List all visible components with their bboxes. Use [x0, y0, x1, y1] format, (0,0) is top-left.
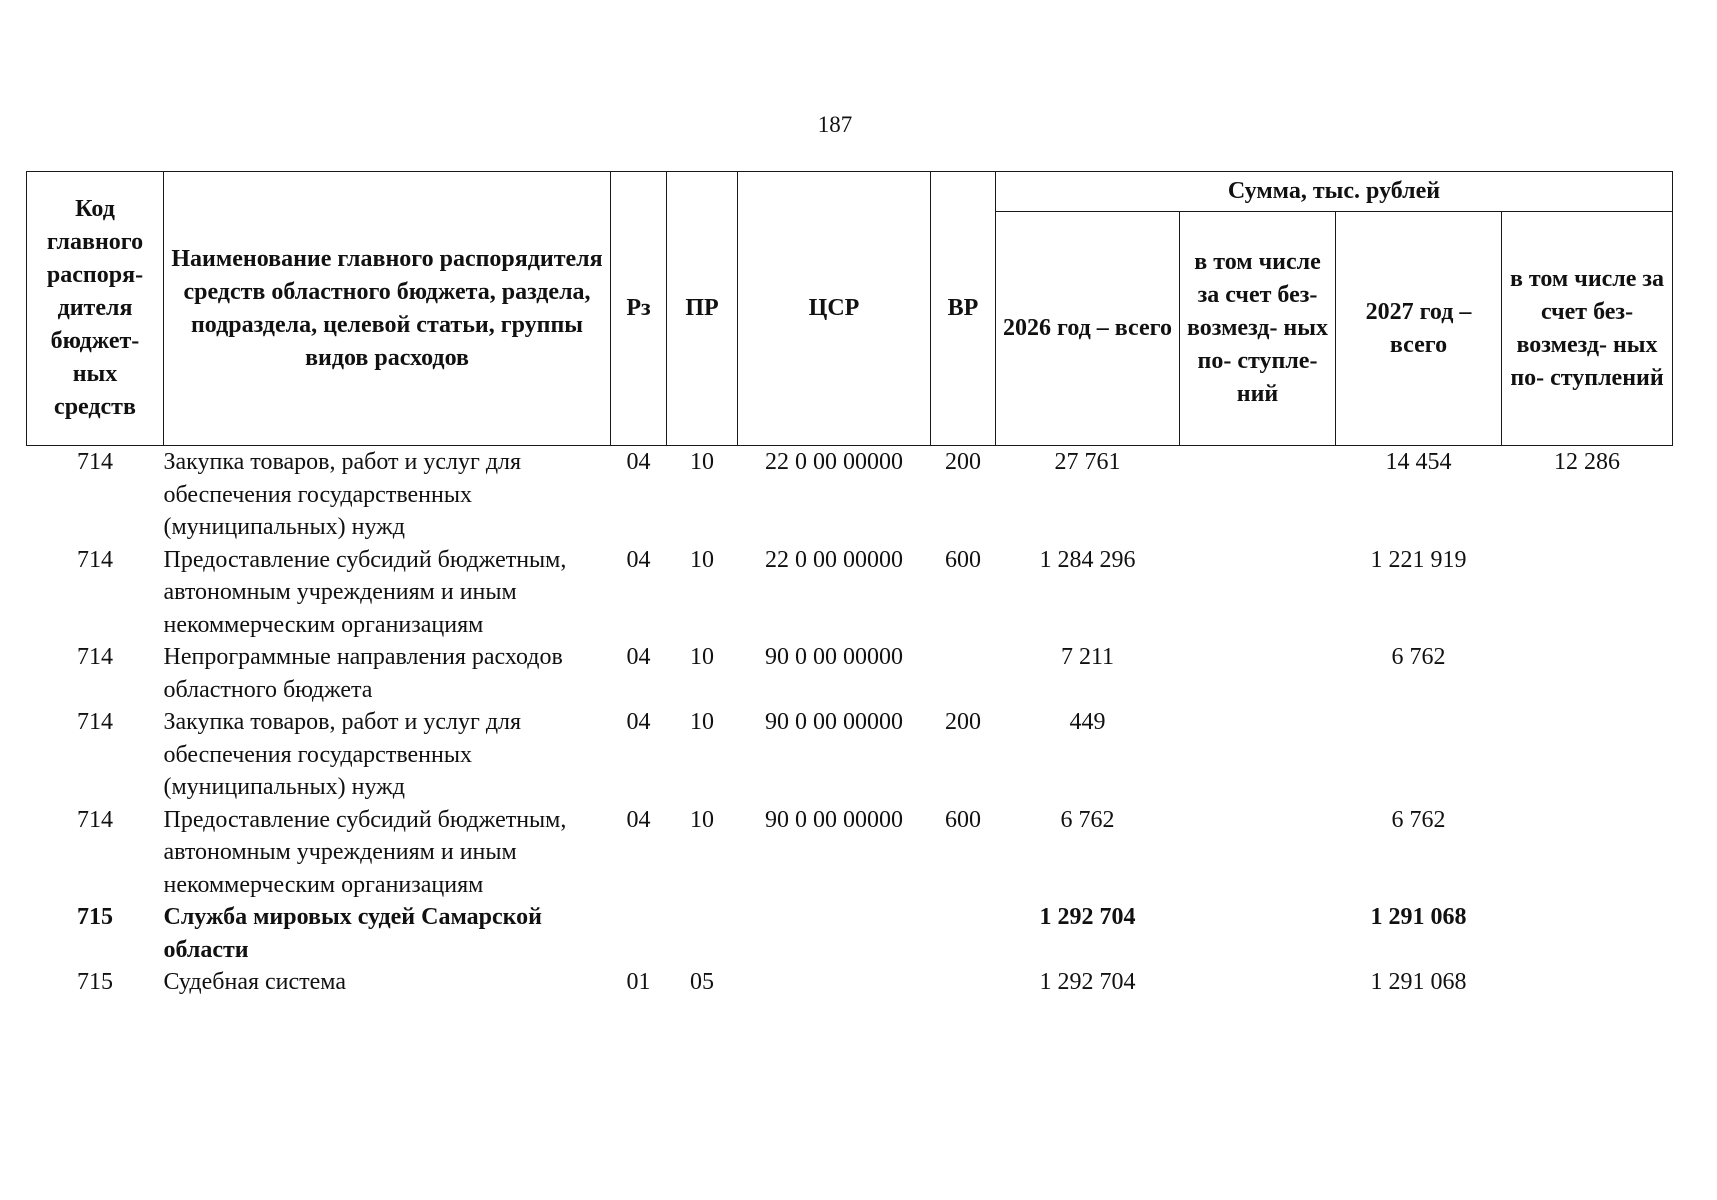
cell-code: 714: [77, 546, 113, 573]
cell-2026-gratuitous: [1180, 804, 1336, 902]
cell-2027-total: 1 291 068: [1370, 904, 1467, 930]
cell-2026-gratuitous: [1180, 706, 1336, 804]
cell-rz: [611, 901, 667, 966]
cell-2027-total: 14 454: [1385, 449, 1452, 475]
cell-2026-total: 1 292 704: [1039, 904, 1136, 930]
cell-name: Предоставление субсидий бюджетным, автономным учреждениям и иным некоммерческим организациям: [163, 806, 567, 898]
cell-name: Служба мировых судей Самарской области: [163, 904, 542, 963]
cell-2027-total: 1 221 919: [1370, 546, 1467, 573]
cell-csr: [738, 966, 931, 999]
cell-vr: [931, 966, 996, 999]
cell-rz: 04: [626, 449, 651, 475]
table-row: [27, 641, 1673, 706]
cell-name: Непрограммные направления расходов областного бюджета: [163, 644, 563, 703]
cell-2027-gratuitous: [1502, 804, 1673, 902]
cell-pr: 10: [690, 644, 714, 670]
header-pr: ПР: [667, 172, 738, 446]
table-row: [27, 446, 1673, 544]
cell-2026-gratuitous: [1180, 641, 1336, 706]
cell-rz: 04: [626, 546, 651, 573]
cell-csr: [738, 901, 931, 966]
table-row: [27, 966, 1673, 999]
table-header: [27, 172, 1673, 446]
cell-name: Предоставление субсидий бюджетным, автономным учреждениям и иным некоммерческим организациям: [163, 546, 567, 638]
header-2027-total: 2027 год – всего: [1336, 212, 1502, 446]
cell-pr: 10: [690, 806, 714, 833]
cell-2027-gratuitous: [1502, 706, 1673, 804]
cell-pr: [667, 901, 738, 966]
cell-2026-total: 27 761: [1054, 449, 1121, 475]
cell-2026-total: 6 762: [1060, 806, 1115, 833]
cell-code: 714: [77, 709, 113, 735]
cell-2027-total: 6 762: [1391, 644, 1446, 670]
cell-csr: 90 0 00 00000: [765, 806, 903, 833]
cell-code: 715: [77, 904, 113, 930]
cell-2027-gratuitous: [1502, 966, 1673, 999]
cell-2026-total: 449: [1069, 709, 1106, 735]
cell-code: 714: [77, 806, 113, 833]
header-2026-gratuitous: в том числе за счет без- возмезд- ных по- ступле- ний: [1180, 212, 1336, 446]
cell-2027-gratuitous: [1502, 544, 1673, 642]
table-row: [27, 901, 1673, 966]
table-row: [27, 544, 1673, 642]
cell-2027-total: [1336, 706, 1502, 804]
header-2026-total: 2026 год – всего: [996, 212, 1180, 446]
cell-code: 714: [77, 644, 113, 670]
cell-csr: 90 0 00 00000: [765, 709, 903, 735]
header-rz: Рз: [611, 172, 667, 446]
cell-vr: 200: [945, 709, 981, 735]
header-code: Код главного распоря- дителя бюджет- ных средств: [27, 172, 164, 446]
cell-code: 714: [77, 449, 113, 475]
cell-csr: 22 0 00 00000: [765, 449, 903, 475]
cell-2027-gratuitous: [1502, 901, 1673, 966]
cell-2027-total: 6 762: [1391, 806, 1446, 833]
cell-vr: [931, 901, 996, 966]
header-csr: ЦСР: [738, 172, 931, 446]
cell-name: Судебная система: [163, 969, 346, 995]
cell-name: Закупка товаров, работ и услуг для обеспечения государственных (муниципальных) нужд: [163, 449, 522, 540]
cell-pr: 05: [690, 969, 714, 995]
cell-vr: 600: [945, 546, 981, 573]
cell-pr: 10: [690, 546, 714, 573]
cell-2027-gratuitous: [1502, 641, 1673, 706]
cell-2026-gratuitous: [1180, 544, 1336, 642]
cell-2026-total: 7 211: [1060, 644, 1115, 670]
budget-table: [26, 171, 1673, 999]
cell-vr: [931, 641, 996, 706]
cell-csr: 90 0 00 00000: [765, 644, 903, 670]
cell-rz: 01: [626, 969, 651, 995]
header-sum-group: Сумма, тыс. рублей: [996, 172, 1673, 212]
table-row: [27, 706, 1673, 804]
cell-rz: 04: [626, 644, 651, 670]
cell-2026-total: 1 292 704: [1039, 969, 1136, 995]
cell-code: 715: [77, 969, 113, 995]
cell-name: Закупка товаров, работ и услуг для обеспечения государственных (муниципальных) нужд: [163, 709, 522, 800]
table-row: [27, 804, 1673, 902]
table-body: [27, 446, 1673, 999]
cell-vr: 200: [945, 449, 981, 475]
header-2027-gratuitous: в том числе за счет без- возмезд- ных по- ступлений: [1502, 212, 1673, 446]
page-number: 187: [817, 112, 853, 137]
cell-2027-total: 1 291 068: [1370, 969, 1467, 995]
cell-pr: 10: [690, 709, 714, 735]
cell-2027-gratuitous: 12 286: [1554, 449, 1620, 475]
cell-2026-total: 1 284 296: [1039, 546, 1136, 573]
cell-csr: 22 0 00 00000: [765, 546, 903, 573]
header-vr: ВР: [931, 172, 996, 446]
cell-2026-gratuitous: [1180, 901, 1336, 966]
cell-rz: 04: [626, 709, 651, 735]
cell-vr: 600: [945, 806, 981, 833]
cell-2026-gratuitous: [1180, 966, 1336, 999]
header-name: Наименование главного распорядителя средств областного бюджета, раздела, подраздела, целевой статьи, группы видов расходов: [164, 172, 611, 446]
cell-pr: 10: [690, 449, 714, 475]
cell-rz: 04: [626, 806, 651, 833]
cell-2026-gratuitous: [1180, 446, 1336, 544]
